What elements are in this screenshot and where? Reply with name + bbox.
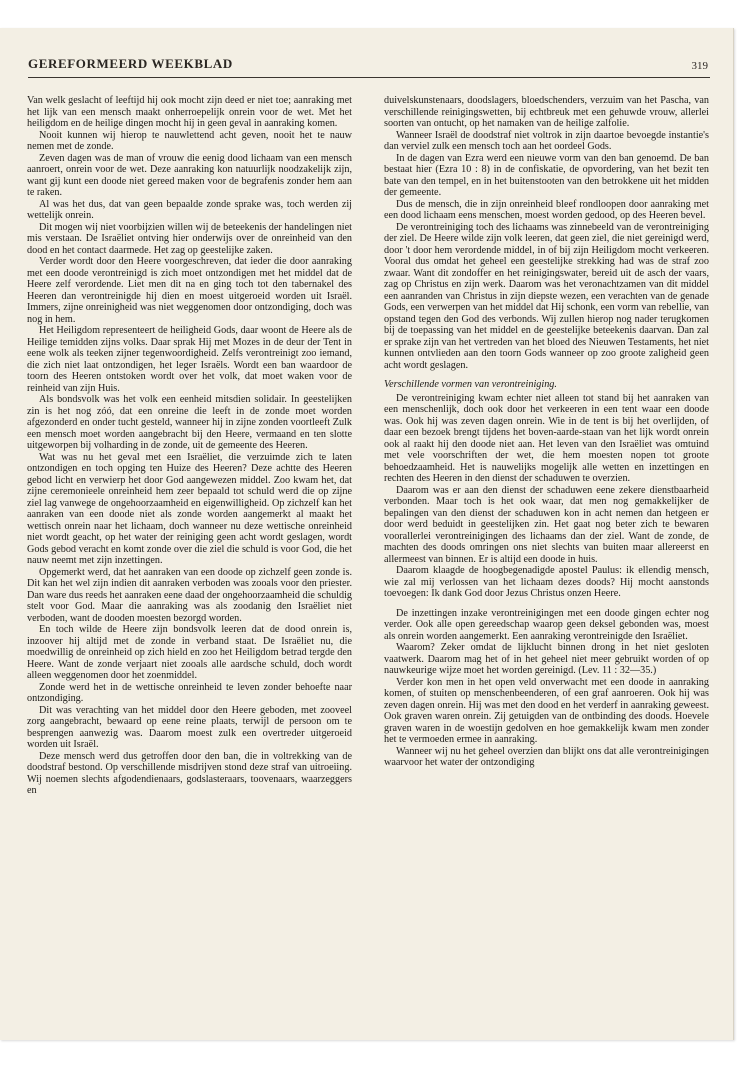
paragraph: Wat was nu het geval met een Israëliet, die verzuimde zich te laten ontzondigen en toch opging ten Huize des Heeren? Deze achtte des Heeren gebod licht en verwierp het door God aangewezen middel. Zoo kwam het, dat zijne ceremonieele onreinheid hem zeer bepaald tot schuld werd die op zijne ziel lag vanwege de ongehoorzaamheid en eigenwilligheid. Op zichzelf kan het aanraken van een doode niet als zonde worden aangemerkt al maakt het wettisch onrein naar het lichaam, doch wanneer nu deze wettische onreinheid niet wordt geacht, op het water der reiniging geen acht wordt geslagen, wordt Gods gebod veracht en komt zonde over die ziel die schuld is voor God, die het nauw neemt met zijn inzettingen.	[27, 451, 352, 566]
page-header	[28, 56, 708, 76]
paragraph: De verontreiniging toch des lichaams was zinnebeeld van de verontreiniging der ziel. De Heere wilde zijn volk leeren, dat geen ziel, die niet gereinigd werd, door 't door hem verordende middel, in of bij zijn Heiligdom mocht verkeeren. Vooral dus omdat het geheel een geestelijke strekking had was de straf zoo zwaar. Want dit zondoffer en het reinigingswater, bereid uit de asch der vaars, zag op Christus en zijn werk. Daarom was het veronachtzamen van dit middel een aanranden van Christus in zijn diepste wezen, een verachten van de genade Gods, een verwerpen van het middel dat Hij schonk, een vorm van rebellie, van opstand tegen den God des verbonds. Wij zullen hierop nog nader terugkomen bij de toepassing van het middel en de geestelijke beteekenis daarvan. Dan zal er sprake zijn van het vertreden van het bloed des Nieuwen Testaments, het niet kunnen ontvlieden aan den toorn Gods wanneer op zoo groote zaligheid geen acht wordt geslagen.	[384, 221, 709, 371]
paragraph: De inzettingen inzake verontreinigingen met een doode gingen echter nog verder. Ook alle open gereedschap waarop geen deksel gebonden was, moest als onrein worden aangemerkt. Een aanraking verontreinigde den Israëliet.	[384, 607, 709, 642]
left-column	[27, 95, 352, 797]
paragraph: Dus de mensch, die in zijn onreinheid bleef rondloopen door aanraking met een dood lichaam eens menschen, moest worden gedood, op des Heeren bevel.	[384, 198, 709, 221]
paragraph: Verder kon men in het open veld onverwacht met een doode in aanraking komen, of stuiten op menschenbeenderen, of een graf aanroeren. Ook hij was zeven dagen onrein. Hij was met den dood en het verderf in aanraking geweest. Ook graven waren onrein. Zij getuigden van de ontbinding des doods. Hoevele graven waren in de woestijn gedolven en hoe gemakkelijk kwam men zonder het te vermoeden ermee in aanraking.	[384, 676, 709, 745]
paragraph: Al was het dus, dat van geen bepaalde zonde sprake was, toch werden zij wettelijk onrein.	[27, 198, 352, 221]
paragraph: Nooit kunnen wij hierop te nauwlettend acht geven, nooit het te nauw nemen met de zonde.	[27, 129, 352, 152]
paragraph: Dit mogen wij niet voorbijzien willen wij de beteekenis der handelingen niet mis verstaan. De Israëliet ontving hier onderwijs over de onreinheid van den dood en het contact daarmede. Het zag op geestelijke zaken.	[27, 221, 352, 256]
paragraph: Wanneer Israël de doodstraf niet voltrok in zijn daartoe bevoegde instantie's dan verviel zulk een mensch toch aan het oordeel Gods.	[384, 129, 709, 152]
paragraph: En toch wilde de Heere zijn bondsvolk leeren dat de dood onrein is, inzoover hij altijd met de zonde in verband staat. De Israëliet nu, die moedwillig de onreinheid op zich hield en zoo het Heiligdom betrad tergde den Heere. Want de zonde verjaart niet zooals alle aardsche schuld, doch wordt alleen weggenomen door het zoenmiddel.	[27, 624, 352, 681]
magazine-page	[0, 28, 734, 1040]
paragraph: Van welk geslacht of leeftijd hij ook mocht zijn deed er niet toe; aanraking met het lijk van een mensch maakt onherroepelijk onrein voor de wet. Met het heiligdom en de heilige dingen mocht hij in geen geval in aanraking komen.	[27, 95, 352, 129]
paragraph: Daarom was er aan den dienst der schaduwen eene zekere dienstbaarheid verbonden. Maar toch is het ook waar, dat men nog gemakkelijker de bepalingen van den dienst der schaduwen kon in acht nemen dan hetgeen er door werd beduidt in geestelijken zin. Het gaat nog beter zich te bewaren voorallerlei verontreinigingen des lichaams dan der ziel. Want de zonde, de machten des doods omringen ons niet slechts van buiten maar allereerst en allermeest van binnen. Er is altijd een doode in huis.	[384, 484, 709, 565]
paragraph: In de dagen van Ezra werd een nieuwe vorm van den ban genoemd. De ban bestaat hier (Ezra 10 : 8) in de confiskatie, de opvordering, van het bezit ten bate van den tempel, en in het buitenstooten van den betrokkene uit het midden der gemeente.	[384, 152, 709, 198]
paragraph: Opgemerkt werd, dat het aanraken van een doode op zichzelf geen zonde is. Dit kan het wel zijn indien dit aanraken verboden was zooals voor den priester. Dan ware dus reeds het aanraken eene daad der ongehoorzaamheid die schuldig stelt voor God. Maar die aanraking was als zoodanig den Israëliet niet verboden, want de dooden moesten bezorgd worden.	[27, 566, 353, 624]
paragraph: Als bondsvolk was het volk een eenheid mitsdien solidair. In geestelijken zin is het nog zóó, dat een onreine die leeft in de zonde moet worden afgezonderd en onder tucht gesteld, wanneer hij in zijne zonden voortleeft Zulk een mensch moet worden aangebracht bij den Heere, vermaand en ten slotte uitgeworpen bij volharding in de zonde, uit de gemeente des Heeren.	[27, 394, 352, 451]
section-heading: Verschillende vormen van verontreiniging.	[384, 379, 557, 390]
paragraph: Waarom? Zeker omdat de lijklucht binnen drong in het niet gesloten vaatwerk. Daarom mag het of in het geheel niet meer gebruikt worden of op nauwkeurige wijze moet het worden gereinigd. (Lev. 11 : 32—35.)	[384, 642, 709, 676]
masthead-title: GEREFORMEERD WEEKBLAD	[28, 56, 233, 71]
paragraph: Dit was verachting van het middel door den Heere geboden, met zooveel zorg aangebracht, bewaard op eene reine plaats, terwijl de persoon om te besprengen aanwezig was. Daarom moest zulk een overtreder uitgeroeid worden uit Israël.	[27, 704, 352, 750]
paragraph: duivelskunstenaars, doodslagers, bloedschenders, verzuim van het Pascha, van verschillende reinigingswetten, bij echtbreuk met een gehuwde vrouw, allerlei soorten van ontucht, op het namaken van de heilige zalfolie.	[384, 95, 709, 129]
paragraph: Zonde werd het in de wettische onreinheid te leven zonder behoefte naar ontzondiging.	[27, 681, 352, 704]
right-column	[384, 95, 709, 769]
page-number: 319	[691, 60, 708, 72]
paragraph: Daarom klaagde de hoogbegenadigde apostel Paulus: ik ellendig mensch, wie zal mij verlossen van het lichaam dezes doods? Hij mocht aanstonds toevoegen: Ik dank God door Jezus Christus onzen Heere.	[384, 565, 709, 599]
paragraph: Deze mensch werd dus getroffen door den ban, die in voltrekking van de doodstraf bestond. Op verschillende misdrijven stond deze straf van uitroeiing. Wij noemen slechts afgodendienaars, godslasteraars, toovenaars, waarzeggers en	[27, 750, 352, 796]
paragraph: Wanneer wij nu het geheel overzien dan blijkt ons dat alle verontreinigingen waarvoor het water der ontzondiging	[384, 745, 709, 768]
paragraph: De verontreiniging kwam echter niet alleen tot stand bij het aanraken van een menschenlijk, doch ook door het verkeeren in een tent waar een doode was. Ook hij was zeven dagen onrein. Wie in de tent is bij het overlijden, of daar een bezoek brengt tijdens het boven-aarde-staan van het lijk wordt onrein ook al raakt hij den doode niet aan. Het leven van den Israëliet was omtuind met vele voorschriften der wet, die hem moesten nopen tot groote behoedzaamheid. Het is nauwelijks mogelijk alle wetten en inzettingen en rechten des Heeren in den dienst der schaduwen te overzien.	[384, 392, 709, 484]
paragraph: Zeven dagen was de man of vrouw die eenig dood lichaam van een mensch aanroert, onrein voor de wet. Deze aanraking kon natuurlijk noodzakelijk zijn, want gij kunt een doode niet gereed maken voor de begrafenis zonder hem aan te raken.	[27, 152, 352, 198]
paragraph: Verder wordt door den Heere voorgeschreven, dat ieder die door aanraking met een doode verontreinigd is zich moet ontzondigen met het middel dat de Heere zelf verordende. Liet men dit na en ging toch tot den tabernakel des Heeren dan verontreinigde hij dien en moest uitgeroeid worden uit Israël. Immers, zijne onreinigheid was niet weggenomen door ontzondiging, doch was nog in hem.	[27, 256, 352, 325]
paragraph: Het Heiligdom representeert de heiligheid Gods, daar woont de Heere als de Heilige temidden zijns volks. Daar sprak Hij met Mozes in de deur der Tent in eene wolk als teeken zijner tegenwoordigheid. Zelfs verontreinigt zoo iemand, die zich niet laat ontzondigen, het leger Israëls. Wordt een ban waardoor de toorn des Heeren ontstoken wordt over het volk, dat moet waken voor de reinheid van zijn Huis.	[27, 325, 352, 394]
header-rule	[28, 77, 710, 78]
